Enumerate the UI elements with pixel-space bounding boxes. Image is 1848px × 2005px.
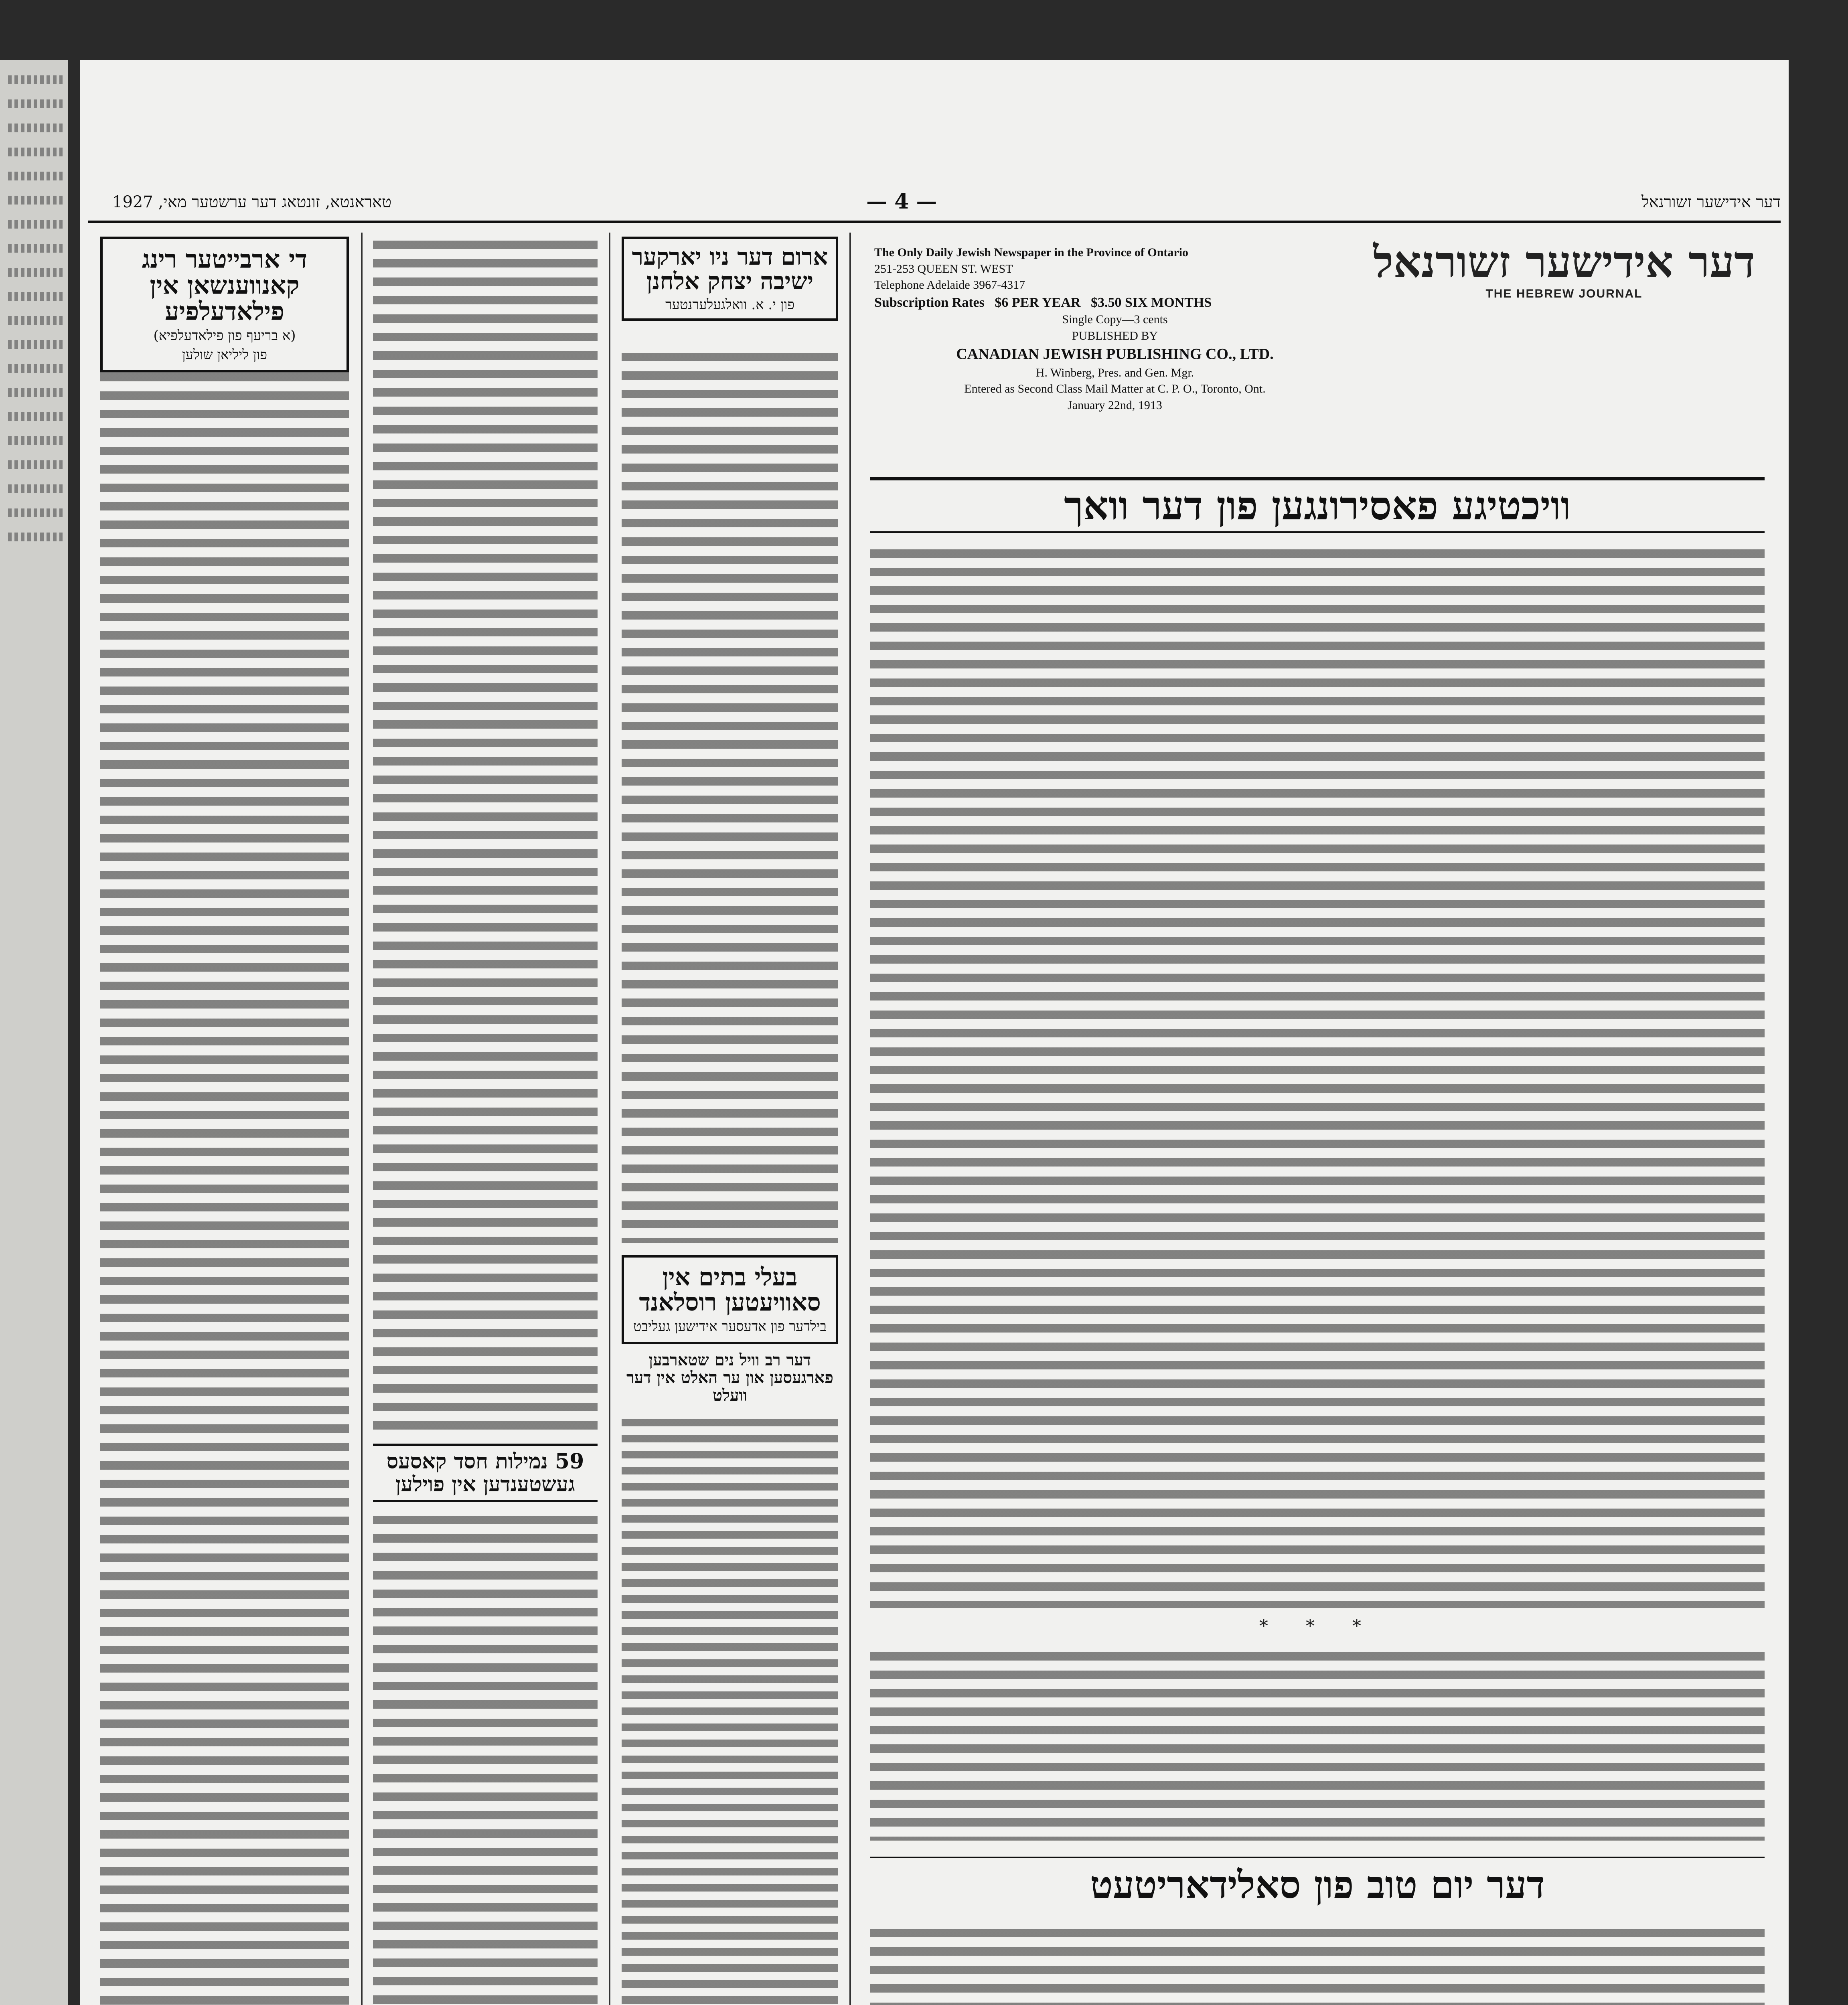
congress-author: פון ליליאן שולען bbox=[182, 347, 267, 363]
yeshiva-body bbox=[622, 349, 838, 1243]
mail-notice: Entered as Second Class Mail Matter at C. P. O., Toronto, Ont. bbox=[964, 382, 1266, 396]
single-copy: Single Copy—3 cents bbox=[1062, 313, 1168, 326]
previous-page-edge bbox=[0, 60, 68, 2005]
column-rule bbox=[361, 233, 363, 2005]
masthead-english: THE HEBREW JOURNAL bbox=[1485, 287, 1643, 300]
rate-year: $6 PER YEAR bbox=[995, 295, 1081, 310]
masthead-tagline: The Only Daily Jewish Newspaper in the Province of Ontario bbox=[874, 246, 1189, 259]
masthead-telephone: Telephone Adelaide 3967-4317 bbox=[874, 278, 1025, 292]
column-rule bbox=[849, 233, 851, 2005]
folio-line bbox=[80, 189, 1789, 217]
congress-byline: (א בריעף פון פילאדעלפיא) bbox=[153, 328, 296, 344]
yeshiva-byline: פון י. א. וואלגעלערנטער bbox=[665, 296, 795, 313]
subscription-rates bbox=[874, 294, 1356, 312]
congress-column bbox=[96, 229, 353, 2005]
yeshiva-column bbox=[618, 229, 842, 2005]
yeshiva-headline-box bbox=[622, 237, 838, 321]
section-ornament: * * * bbox=[1259, 1616, 1377, 1636]
editorial-body-1 bbox=[870, 545, 1765, 1608]
rates-label: Subscription Rates bbox=[874, 295, 985, 310]
publisher: CANADIAN JEWISH PUBLISHING CO., LTD. bbox=[956, 346, 1274, 363]
newspaper-page bbox=[80, 60, 1789, 2005]
editorial-body-3 bbox=[870, 1925, 1765, 2005]
news-column bbox=[369, 229, 602, 2005]
entry-date: January 22nd, 1913 bbox=[1068, 398, 1162, 412]
congress-headline-box bbox=[100, 237, 349, 373]
published-by: PUBLISHED BY bbox=[1072, 329, 1158, 342]
rate-six-months: $3.50 SIX MONTHS bbox=[1090, 295, 1212, 310]
congress-headline: די ארבייטער רינג קאנווענשאן אין פילאדעלפיע bbox=[142, 245, 308, 326]
russia-headline: בעלי בתים אין סאוויעטען רוסלאנד bbox=[639, 1263, 821, 1316]
running-head: דער אידישער זשורנאל bbox=[1641, 193, 1781, 211]
news-body-1 bbox=[373, 237, 598, 1432]
column-rule bbox=[609, 233, 610, 2005]
folio-rule bbox=[88, 221, 1781, 223]
editorial-headline-2: דער יום טוב פון סאלידאריטעט bbox=[870, 1857, 1765, 1906]
publication-info bbox=[874, 245, 1356, 413]
russia-subhead: בילדער פון אדעסער אידישען געליבט bbox=[633, 1318, 827, 1335]
editorial-body-2 bbox=[870, 1648, 1765, 1841]
russia-headline-box bbox=[622, 1255, 838, 1344]
manager: H. Winberg, Pres. and Gen. Mgr. bbox=[1035, 366, 1194, 379]
masthead bbox=[1364, 237, 1765, 301]
congress-body bbox=[100, 369, 349, 2005]
rebbe-headline: דער רב וויל נים שטארבען פארגעסען און ער האלט אין דער וועלט bbox=[626, 1351, 833, 1405]
fund-headline: 59 נמילות חסד קאסעס געשטענדען אין פוילען bbox=[373, 1444, 598, 1502]
russia-body bbox=[622, 1416, 838, 2005]
editorial-column bbox=[858, 229, 1777, 2005]
page-number: — 4 — bbox=[866, 189, 937, 214]
masthead-title: דער אידישער זשורנאל bbox=[1373, 237, 1755, 288]
fund-body bbox=[373, 1512, 598, 2005]
masthead-address: 251-253 QUEEN ST. WEST bbox=[874, 262, 1013, 275]
editorial-headline-1: וויכטיגע פאסירונגען פון דער וואך bbox=[870, 477, 1765, 533]
date-line: טאראנטא, זונטאג דער ערשטער מאי, 1927 bbox=[112, 193, 392, 211]
yeshiva-headline: ארום דער ניו יארקער ישיבה יצחק אלחנן bbox=[632, 243, 828, 295]
